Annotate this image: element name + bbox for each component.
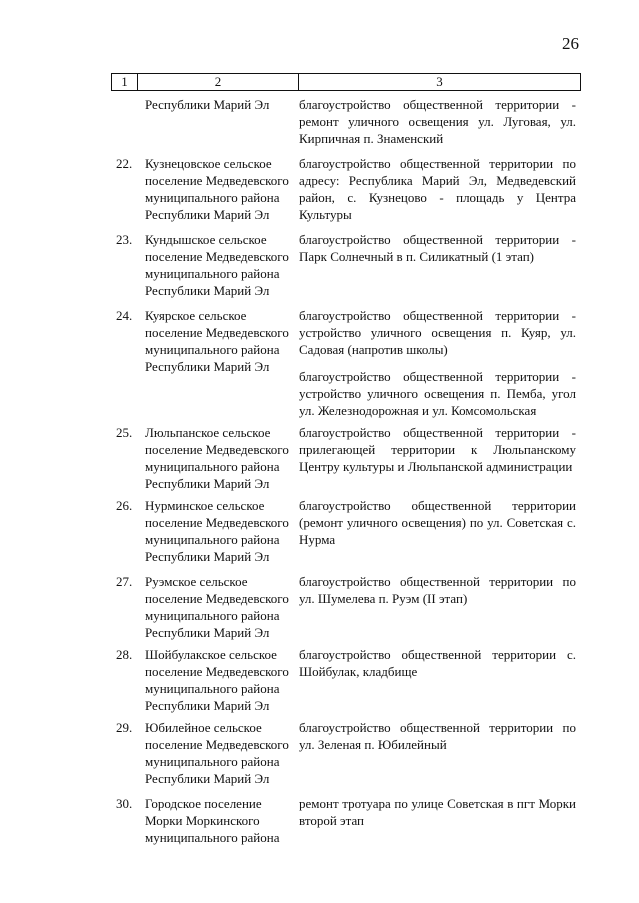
municipality-name: Руэмское сельское поселение Медведевского муниципального района Республики Марий Эл: [145, 574, 289, 640]
row-number: 25.: [116, 425, 133, 440]
row-number: 22.: [116, 156, 133, 171]
row-number: 27.: [116, 574, 133, 589]
project-description: благоустройство общественной территории (ремонт уличного освещения) по ул. Советская с. Нурма: [299, 498, 576, 547]
row-number: 30.: [116, 796, 133, 811]
municipality-name: Нурминское сельское поселение Медведевского муниципального района Республики Марий Эл: [145, 498, 289, 564]
municipality-name: Кундышское сельское поселение Медведевского муниципального района Республики Марий Эл: [145, 232, 289, 298]
column-2-header: 2: [138, 74, 299, 90]
municipality-name: Куярское сельское поселение Медведевского муниципального района Республики Марий Эл: [145, 308, 289, 374]
project-description: благоустройство общественной территории - устройство уличного освещения п. Пемба, угол ул. Железнодорожная и ул. Комсомольская: [299, 369, 576, 418]
project-description: благоустройство общественной территории по ул. Шумелева п. Руэм (II этап): [299, 574, 576, 606]
column-3-header: 3: [436, 74, 443, 89]
row-number: 23.: [116, 232, 133, 247]
project-description: благоустройство общественной территории по адресу: Республика Марий Эл, Медведевский район, с. Кузнецово - площадь у Центра Культуры: [299, 156, 576, 222]
row-number: 29.: [116, 720, 133, 735]
municipality-name: Юбилейное сельское поселение Медведевского муниципального района Республики Марий Эл: [145, 720, 289, 786]
table-column-header: [111, 73, 581, 91]
project-description: ремонт тротуара по улице Советская в пгт Морки второй этап: [299, 796, 576, 828]
municipality-name: Шойбулакское сельское поселение Медведевского муниципального района Республики Марий Эл: [145, 647, 289, 713]
project-description: благоустройство общественной территории - ремонт уличного освещения ул. Луговая, ул. Кирпичная п. Знаменский: [299, 97, 576, 146]
project-description: благоустройство общественной территории - прилегающей территории к Люльпанскому Центру культуры и Люльпанской администрации: [299, 425, 576, 474]
page-number: 26: [562, 34, 579, 53]
project-description: благоустройство общественной территории - Парк Солнечный в п. Силикатный (1 этап): [299, 232, 576, 264]
column-1-header: 1: [112, 74, 138, 90]
project-description: благоустройство общественной территории по ул. Зеленая п. Юбилейный: [299, 720, 576, 752]
row-number: 24.: [116, 308, 133, 323]
row-number: 26.: [116, 498, 133, 513]
municipality-name: Кузнецовское сельское поселение Медведевского муниципального района Республики Марий Эл: [145, 156, 289, 222]
project-description: благоустройство общественной территории - устройство уличного освещения п. Куяр, ул. Садовая (напротив школы): [299, 308, 576, 357]
municipality-name: Люльпанское сельское поселение Медведевского муниципального района Республики Марий Эл: [145, 425, 289, 491]
municipality-name: Городское поселение Морки Моркинского муниципального района: [145, 796, 280, 845]
row-number: 28.: [116, 647, 133, 662]
municipality-name: Республики Марий Эл: [145, 97, 270, 112]
project-description: благоустройство общественной территории с. Шойбулак, кладбище: [299, 647, 576, 679]
